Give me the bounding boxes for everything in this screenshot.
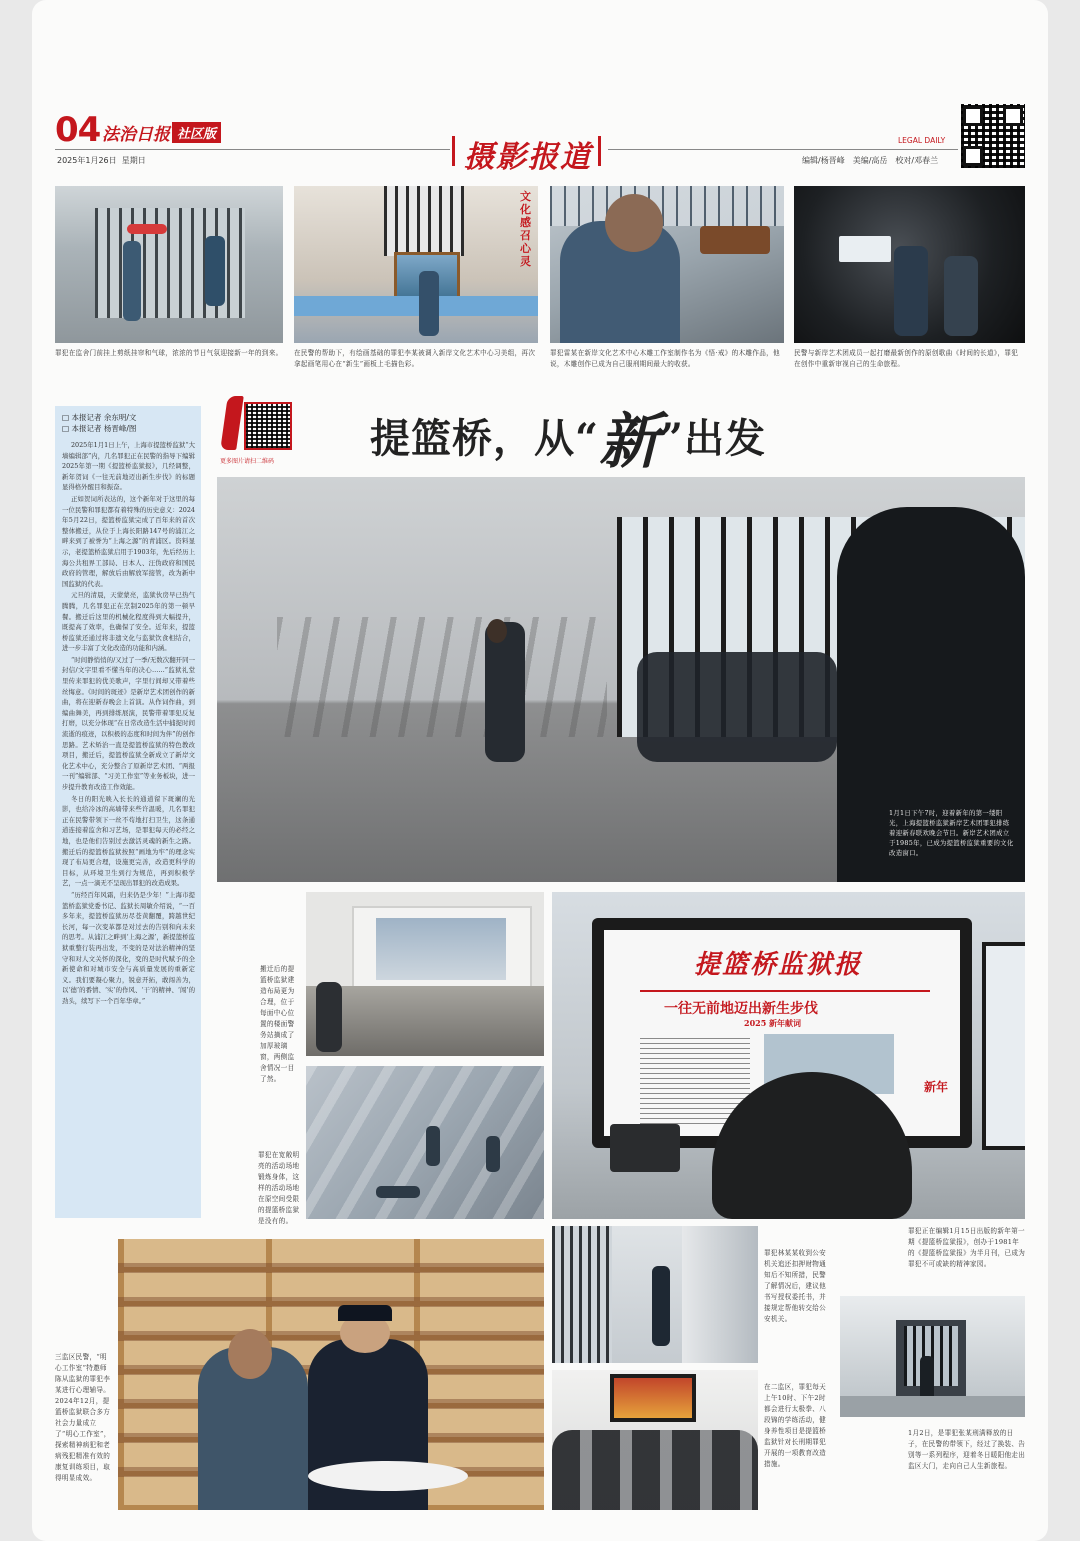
article-paragraph: 正如贺词所表达的，这个新年对于这里的每一位民警和罪犯都有着特殊的历史意义：2024年5月22日，提篮桥监狱完成了百年来的首次整体搬迁，从位于上海长阳路147号的浦江之畔来到了被誉为“上海之源”的青浦区。资料显示，老提篮桥监狱启用于1903年，先后经历上海公共租界工部局、日本人、汪伪政府和国民政府的管理，解放后由解放军接管，改为新中国监狱的代表。 [62, 494, 195, 588]
headline-qr-code [244, 402, 292, 450]
byline: □ 本报记者 余东明/文 □ 本报记者 杨晋峰/图 [62, 413, 137, 433]
article-paragraph: 元旦的清晨，天蒙蒙亮，监狱伙房早已热气腾腾，几名罪犯正在烹制2025年的第一顿早餐。搬迁后这里的机械化程度得到大幅提升，既提高了效率，也确保了安全。近年来，提篮桥监狱还通过将非遗文化与监狱饮食相结合，进一步丰富了文化改造的功能和内涵。 [62, 591, 195, 653]
article-paragraph: 冬日的阳光映入长长的通道留下斑斓的光影，也给冷冰的高墙带来些许温暖，几名罪犯正在民警带领下一丝不苟地打扫卫生，这条通道连接着监舍和习艺场，是罪犯每天的必经之地，也是他们告别过去激活灵魂的新生之路。搬迁后的提篮桥监狱按照“画地为牢”的理念实现了布局更合理，设施更完善，改造更科学的目标，从环境卫生到行为规范，再到积极学艺，一点一滴无不呈现出罪犯的改造成果。 [62, 794, 195, 888]
caption-counseling: 三监区民警，“明心工作室”特邀师陈从监狱的罪犯李某进行心理辅导。2024年12月，提篮桥监狱联合多方社会力量成立了“明心工作室”，探索精神病犯和老病残犯精准有效的康复训练项目，取得明显成效。 [55, 1353, 111, 1482]
section-title: 摄影报道 [464, 140, 592, 175]
article-paragraph: “历经百年风霜，归来仍是少年！”上海市提篮桥监狱党委书记、监狱长周敏介绍说，“一百多年来，提篮桥监狱历尽苍黄翻覆，跨越世纪长河，每一次变革都是对过去的告别和向未来的思考。从浦江之畔到‘上海之源’，新提篮桥监狱重整行装再出发，不变的是对法治精神的坚守和对人文关怀的深化，变的是时代赋予的全新使命和对城市安全与高质量发展的重新定义。我们要凝心聚力，锐意开拓，敢闯善为，以‘德’的番情、‘实’的作风、‘干’的精神、‘闯’的劲头，续写下一个百年华章。” [62, 890, 195, 1005]
rule-left [55, 149, 450, 150]
photo-music-rehearsal [794, 186, 1025, 343]
photo-tai-chi [552, 1370, 758, 1510]
section-bar-right [598, 136, 601, 166]
caption-top-1: 罪犯在监舍门前挂上剪纸挂帘和气球，浓浓的节日气氛迎接新一年的到来。 [55, 349, 283, 357]
headline-highlight: 新 [599, 407, 661, 477]
caption-hero: 1月1日下午7时，迎着新年的第一缕阳光，上海提篮桥监狱新岸艺术团罪犯排练着迎新春联欢晚会节目。新岸艺术团成立于1985年，已成为提篮桥监狱重要的文化改造窗口。 [889, 809, 1014, 857]
caption-top-3: 罪犯雷某在新岸文化艺术中心木雕工作室制作名为《悟·戒》的木雕作品，他说，木雕创作已成为自己服刑期间最大的收获。 [550, 349, 780, 368]
photo-painting-studio [294, 186, 538, 343]
screen-side-text: 新年 [924, 1080, 949, 1094]
screen-masthead: 提篮桥监狱报 [694, 950, 863, 980]
vertical-slogan: 文化感召心灵 [520, 190, 531, 268]
photo-cell-letter [552, 1226, 758, 1363]
edition-badge: 社区版 [172, 122, 221, 143]
rule-right [608, 149, 958, 150]
legal-daily-label: LEGAL DAILY [898, 136, 946, 145]
editor-credits: 编辑/杨晋峰 美编/高岳 校对/邓春兰 [802, 156, 939, 165]
photo-corridor [306, 892, 544, 1056]
caption-newspaper: 罪犯正在编辑1月15日出版的新年第一期《提篮桥监狱报》，创办于1981年的《提篮桥监狱报》为半月刊，已成为罪犯不可或缺的精神家园。 [908, 1227, 1026, 1268]
photo-exercise-yard [306, 1066, 544, 1219]
article-paragraph: “时间静悄悄的/又过了一季/无数次翻开同一封信/文字里看不懂当年的决心……”监狱礼堂里传来罪犯的优美歌声，字里行间却又带着些丝悔意。《时间的斑迹》是新岸艺术团创作的新曲，将在迎新春晚会上首演。从作词作曲，到编曲舞美，再到排练展演，民警带着罪犯反复打磨，以充分体现“在日常改造生活中捕捉时间流逝的痕迹，以积极的态度和时间为伴”的创作思路。艺术矫治一直是提篮桥监狱的特色教改项目，搬迁后，提篮桥监狱全新成立了新岸文化艺术中心，充分整合了原新岸艺术团、“两报一刊”编辑部、“习美工作室”等业务板块，进一步提升教育改造工作效能。 [62, 655, 195, 791]
screen-headline: 一往无前地迈出新生步伐 [664, 1001, 818, 1017]
screen-subtitle: 2025 新年献词 [744, 1018, 802, 1028]
page-number: 04 [55, 110, 101, 150]
qr-hint: 更多图片请扫二维码 [220, 458, 275, 465]
caption-tai-chi: 在二监区，罪犯每天上午10时、下午2时都会进行太极拳、八段锦的学练活动，健身养性项目是提篮桥监狱针对长刑期罪犯开展的一项教育改造措施。 [764, 1383, 827, 1468]
caption-release: 1月2日，是罪犯张某刑满释放的日子，在民警的带领下，经过了换装、告别等一系列程序，迎着冬日暖阳他走出监区大门，走向自己人生新旅程。 [908, 1429, 1026, 1470]
masthead-qr-code [961, 104, 1025, 168]
caption-top-4: 民警与新岸艺术团成员一起打磨最新创作的原创歌曲《时间的长道》，罪犯在创作中重新审视自己的生命旅程。 [794, 349, 1019, 368]
caption-top-2: 在民警的帮助下，有绘画基础的罪犯李某被调入新岸文化艺术中心习美组，再次拿起画笔用心在“新生”画板上毛描色彩。 [294, 349, 536, 368]
photo-release-gate [840, 1296, 1025, 1417]
article-panel [55, 406, 201, 1218]
article-paragraph: 2025年1月1日上午，上海市提篮桥监狱“大墙编辑部”内，几名罪犯正在民警的指导下编辑2025年第一期《提篮桥监狱报》，几经调整，新年贺词《一往无前地迈出新生步伐》的标题显得格外醒目和振奋。 [62, 441, 195, 492]
paper-name: 法治日报 [102, 125, 170, 145]
caption-letter: 罪犯林某某收到公安机关追还扣押财物通知后不知所措，民警了解情况后，建议他书写授权委托书，并接规定帮他转交给公安机关。 [764, 1249, 827, 1323]
photo-counseling [118, 1239, 544, 1510]
caption-yard: 罪犯在宽敞明亮的活动场地锻炼身体，这样的活动场地在原空间受限的提篮桥监狱是没有的。 [258, 1151, 300, 1225]
caption-corridor: 搬迁后的提篮桥监狱建造布局更为合理，位于每面中心位置的楼面警务站摘成了加厚玻璃窗，两侧监舍情况一目了然。 [260, 965, 295, 1083]
photo-wood-carving [550, 186, 784, 343]
headline: 提篮桥，从“新”出发 [370, 407, 767, 477]
section-bar-left [452, 136, 455, 166]
photo-cell-decorations [55, 186, 283, 343]
photo-newspaper-editing [552, 892, 1025, 1219]
issue-date: 2025年1月26日 星期日 [57, 156, 146, 165]
